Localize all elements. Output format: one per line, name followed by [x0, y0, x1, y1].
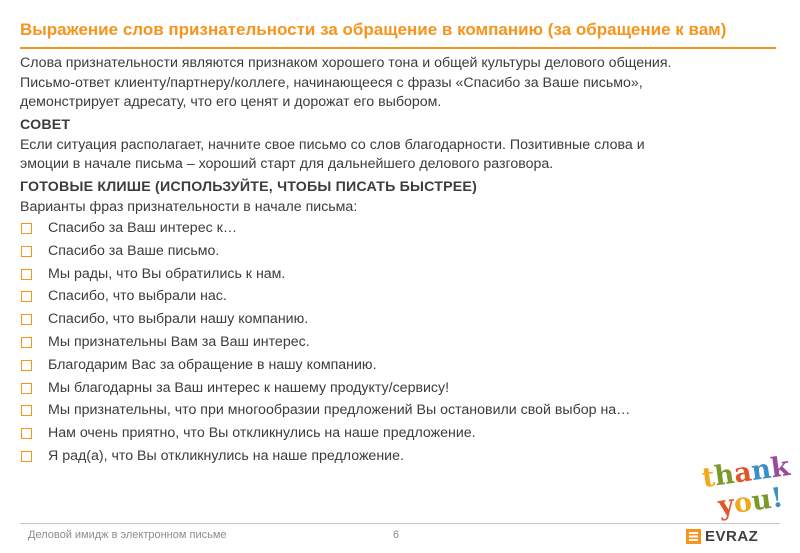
- advice-heading: СОВЕТ: [20, 116, 71, 133]
- list-item: [20, 445, 780, 468]
- phrase-text: Мы признательны Вам за Ваш интерес.: [48, 333, 310, 350]
- checkbox-bullet-icon: [21, 451, 32, 462]
- list-item: [20, 399, 780, 422]
- checkbox-bullet-icon: [21, 428, 32, 439]
- thank-you-line1: thank: [700, 451, 792, 495]
- evraz-mark-icon: [686, 529, 701, 544]
- cliche-heading: ГОТОВЫЕ КЛИШЕ (ИСПОЛЬЗУЙТЕ, ЧТОБЫ ПИСАТЬ БЫСТРЕЕ): [20, 178, 478, 195]
- footer-divider: [20, 523, 780, 524]
- phrase-text: Благодарим Вас за обращение в нашу компанию.: [48, 356, 377, 373]
- list-item: [20, 263, 780, 286]
- list-item: [20, 285, 780, 308]
- phrase-list: [20, 217, 780, 468]
- phrase-text: Я рад(а), что Вы откликнулись на наше предложение.: [48, 447, 404, 464]
- advice-line: Если ситуация располагает, начните свое письмо со слов благодарности. Позитивные слова и: [20, 136, 645, 153]
- list-item: [20, 217, 780, 240]
- intro-line: Письмо-ответ клиенту/партнеру/коллеге, начинающееся с фразы «Спасибо за Ваше письмо»,: [20, 74, 643, 91]
- variants-intro: Варианты фраз признательности в начале письма:: [20, 198, 358, 215]
- phrase-text: Нам очень приятно, что Вы откликнулись на наше предложение.: [48, 425, 476, 442]
- checkbox-bullet-icon: [21, 223, 32, 234]
- phrase-text: Спасибо, что выбрали нашу компанию.: [48, 311, 309, 328]
- thank-you-logo: [700, 451, 792, 524]
- phrase-text: Спасибо за Ваш интерес к…: [48, 220, 238, 236]
- title-divider: [20, 47, 776, 49]
- checkbox-bullet-icon: [21, 337, 32, 348]
- list-item: [20, 377, 780, 400]
- list-item: [20, 240, 780, 263]
- checkbox-bullet-icon: [21, 246, 32, 257]
- phrase-text: Спасибо, что выбрали нас.: [48, 288, 227, 305]
- intro-line: демонстрирует адресату, что его ценят и дорожат его выбором.: [20, 94, 442, 110]
- list-item: [20, 331, 780, 354]
- intro-line: Слова признательности являются признаком хорошего тона и общей культуры делового общения.: [20, 55, 672, 71]
- slide-content: [20, 54, 780, 468]
- phrase-text: Спасибо за Ваше письмо.: [48, 242, 220, 259]
- intro-paragraph: [20, 54, 780, 113]
- advice-line: эмоции в начале письма – хороший старт для дальнейшего делового разговора.: [20, 156, 554, 172]
- checkbox-bullet-icon: [21, 360, 32, 371]
- list-item: [20, 354, 780, 377]
- phrase-text: Мы благодарны за Ваш интерес к нашему продукту/сервису!: [48, 379, 450, 396]
- page-number: 6: [393, 529, 400, 541]
- checkbox-bullet-icon: [21, 269, 32, 280]
- evraz-logo: [686, 526, 758, 546]
- slide-title: Выражение слов признательности за обращение в компанию (за обращение к вам): [20, 20, 727, 39]
- checkbox-bullet-icon: [21, 383, 32, 394]
- list-item: [20, 422, 780, 445]
- brand-name: EVRAZ: [705, 527, 759, 545]
- advice-paragraph: [20, 136, 780, 175]
- thank-you-line2: you!: [716, 482, 786, 523]
- footer-caption: Деловой имидж в электронном письме: [28, 529, 227, 541]
- phrase-text: Мы рады, что Вы обратились к нам.: [48, 265, 286, 282]
- list-item: [20, 308, 780, 331]
- checkbox-bullet-icon: [21, 314, 32, 325]
- checkbox-bullet-icon: [21, 291, 32, 302]
- checkbox-bullet-icon: [21, 405, 32, 416]
- phrase-text: Мы признательны, что при многообразии предложений Вы остановили свой выбор на…: [48, 402, 631, 419]
